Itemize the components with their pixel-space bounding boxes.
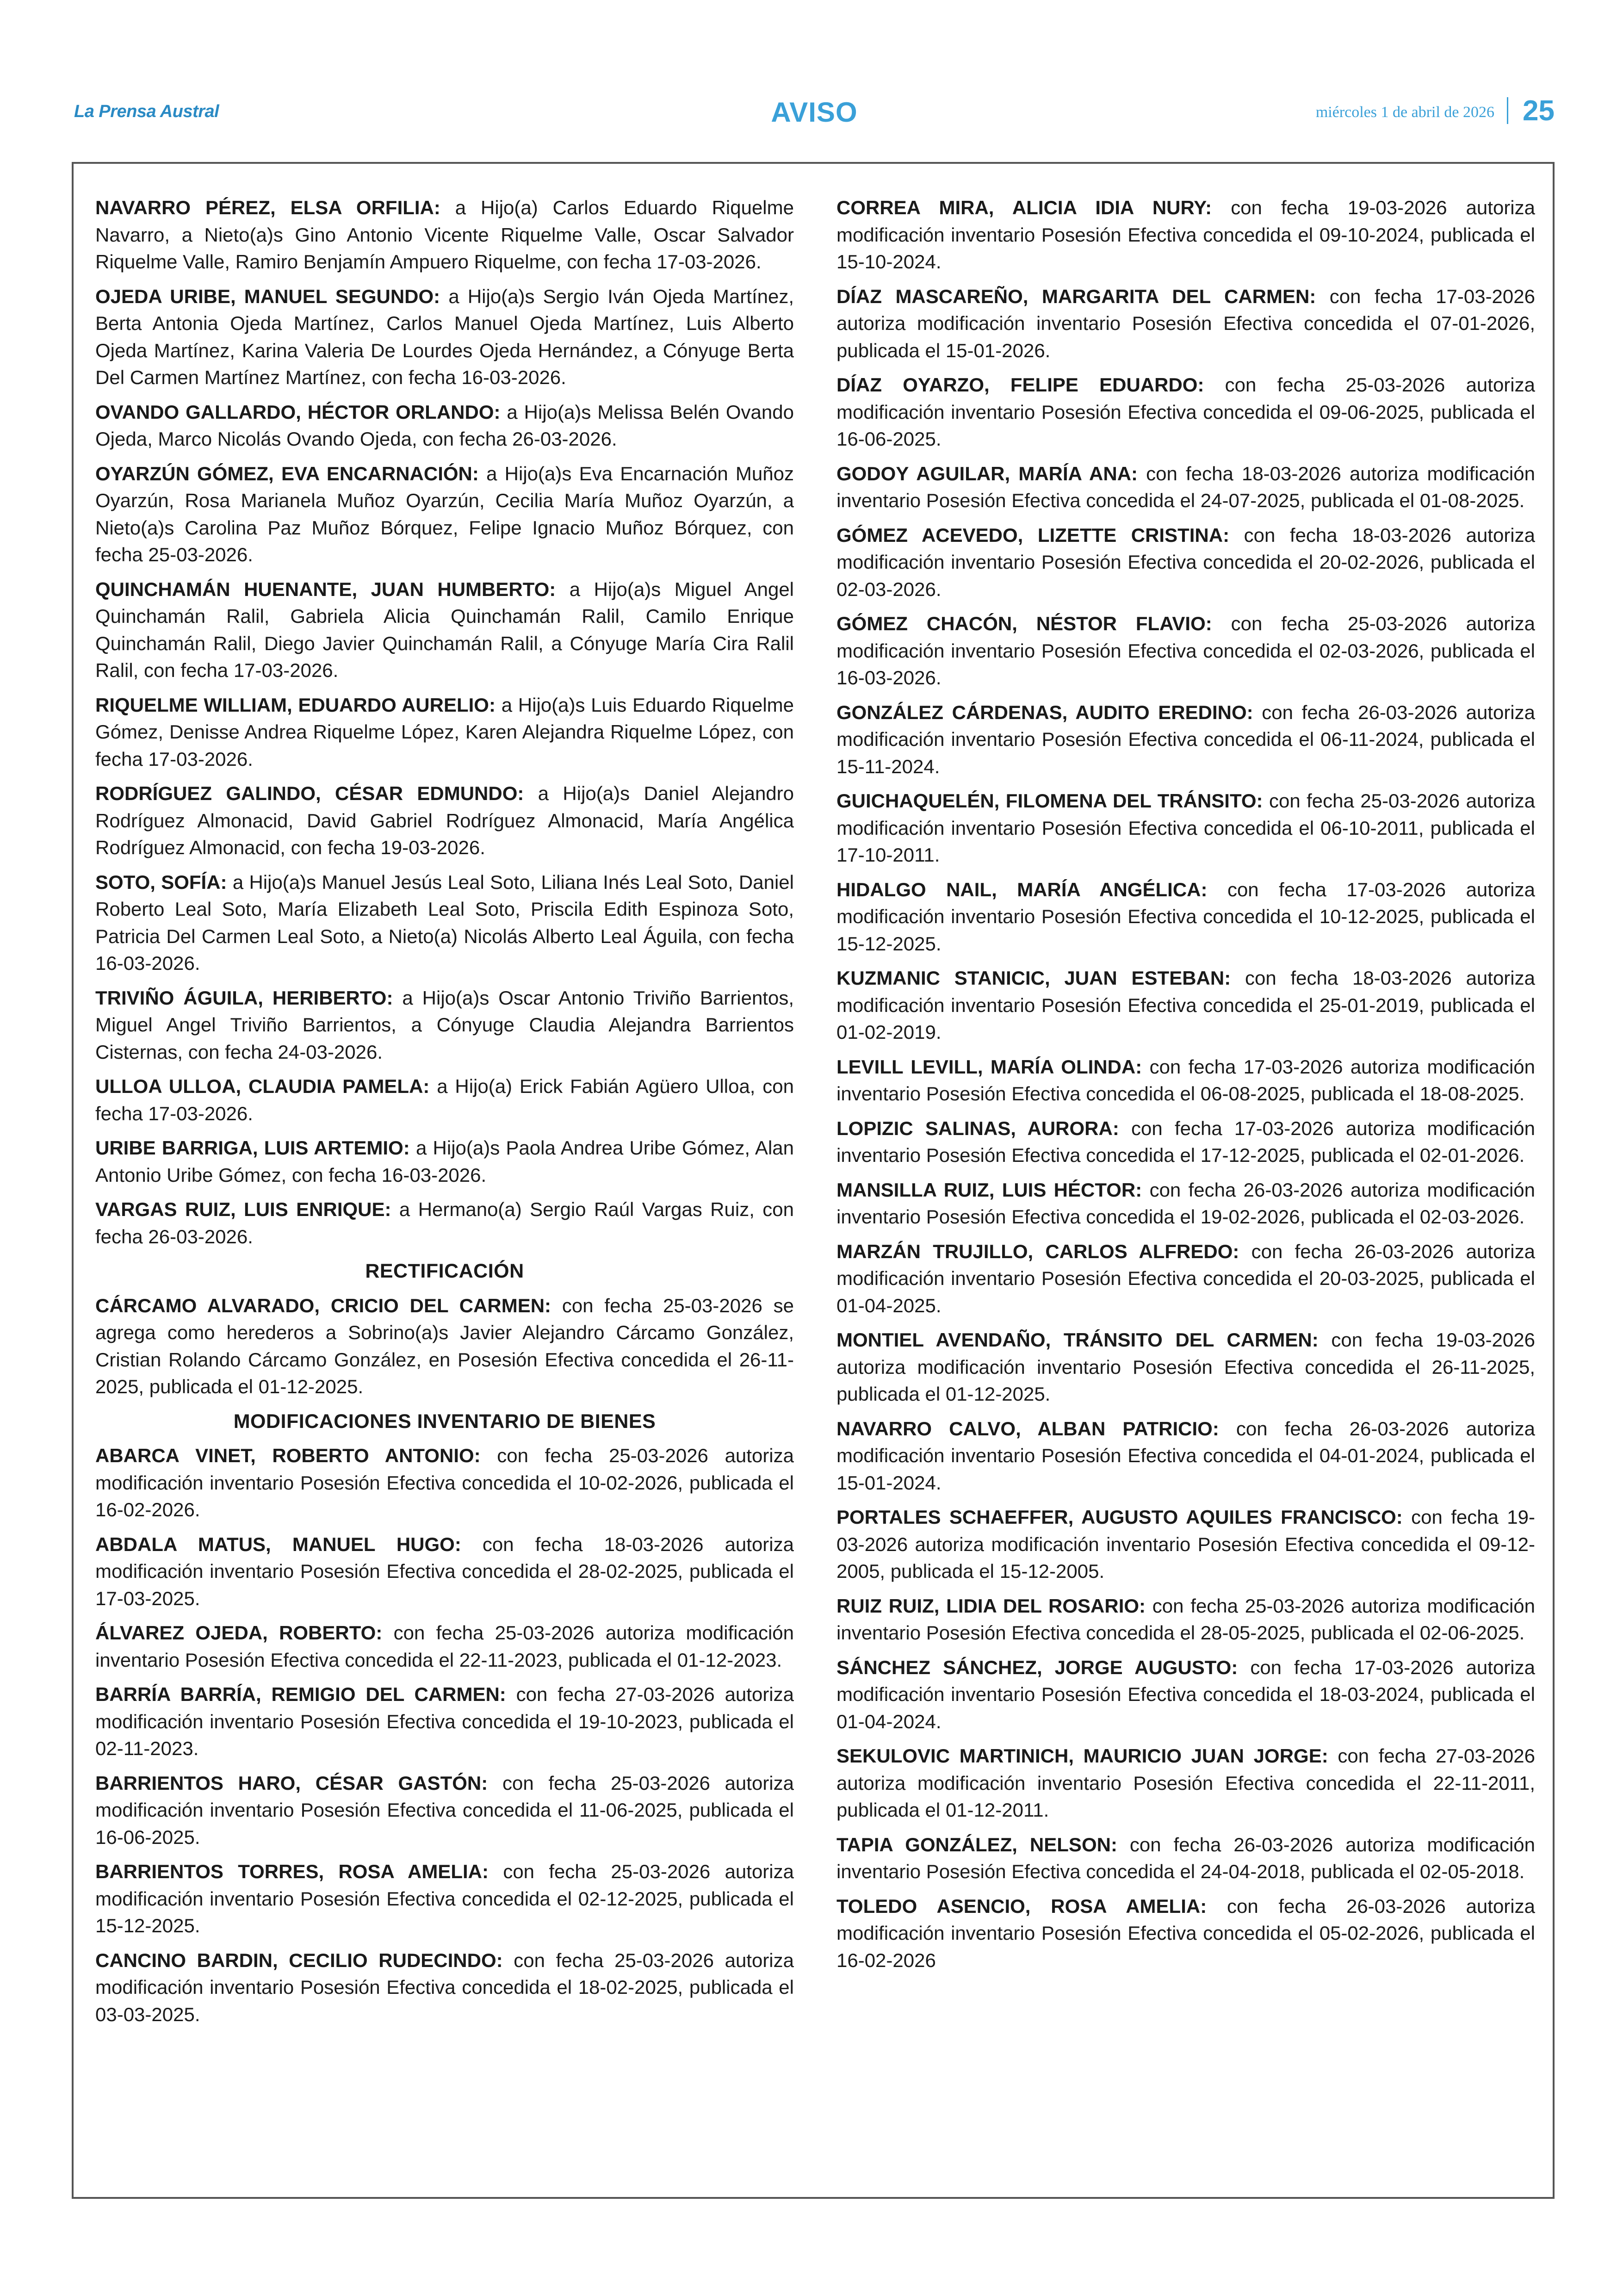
notice-entry — [95, 692, 794, 773]
notice-entry — [95, 1858, 794, 1940]
deceased-name: URIBE BARRIGA, LUIS ARTEMIO: — [95, 1137, 410, 1159]
deceased-name: CANCINO BARDIN, CECILIO RUDECINDO: — [95, 1949, 503, 1971]
deceased-name: OVANDO GALLARDO, HÉCTOR ORLANDO: — [95, 401, 501, 423]
notice-entry — [95, 399, 794, 453]
deceased-name: MANSILLA RUIZ, LUIS HÉCTOR: — [836, 1179, 1142, 1201]
notice-text: con fecha 26-03-2026 autoriza modificación inventario Posesión Efectiva concedida el 05-02-2026, publicada el 16-02-2026 — [836, 1895, 1535, 1971]
publication-date: miércoles 1 de abril de 2026 — [1315, 104, 1494, 121]
notice-text: con fecha 26-03-2026 autoriza modificación inventario Posesión Efectiva concedida el 04-01-2024, publicada el 15-01-2024. — [836, 1417, 1535, 1494]
notice-text: con fecha 25-03-2026 autoriza modificación inventario Posesión Efectiva concedida el 02-12-2025, publicada el 15-12-2025. — [95, 1861, 794, 1936]
notice-entry — [95, 869, 794, 977]
notice-entry — [95, 576, 794, 684]
notice-text: a Hijo(a)s Sergio Iván Ojeda Martínez, Berta Antonia Ojeda Martínez, Carlos Manuel Ojeda Martínez, Luis Alberto Ojeda Martínez, Karina Valeria De Lourdes Ojeda Hernández, a Cónyuge Berta Del Carmen Martínez Martínez, con fecha 16-03-2026. — [95, 285, 794, 388]
notice-entry — [836, 1177, 1535, 1231]
notice-entry — [95, 1135, 794, 1189]
notice-text: con fecha 27-03-2026 autoriza modificación inventario Posesión Efectiva concedida el 19-10-2023, publicada el 02-11-2023. — [95, 1683, 794, 1759]
deceased-name: GONZÁLEZ CÁRDENAS, AUDITO EREDINO: — [836, 701, 1253, 723]
deceased-name: KUZMANIC STANICIC, JUAN ESTEBAN: — [836, 967, 1231, 989]
notice-text: con fecha 25-03-2026 autoriza modificación inventario Posesión Efectiva concedida el 22-11-2023, publicada el 01-12-2023. — [95, 1622, 794, 1671]
deceased-name: GÓMEZ ACEVEDO, LIZETTE CRISTINA: — [836, 524, 1230, 546]
notice-text: con fecha 25-03-2026 autoriza modificación inventario Posesión Efectiva concedida el 06-10-2011, publicada el 17-10-2011. — [836, 790, 1535, 866]
notice-text: a Hijo(a)s Manuel Jesús Leal Soto, Liliana Inés Leal Soto, Daniel Roberto Leal Soto, María Elizabeth Leal Soto, Priscila Edith Espinoza Soto, Patricia Del Carmen Leal Soto, a Nieto(a) Nicolás Alberto Leal Águila, con fecha 16-03-2026. — [95, 871, 794, 974]
deceased-name: TRIVIÑO ÁGUILA, HERIBERTO: — [95, 987, 393, 1009]
notice-entry — [95, 1292, 794, 1401]
notice-text: con fecha 25-03-2026 autoriza modificación inventario Posesión Efectiva concedida el 02-03-2026, publicada el 16-03-2026. — [836, 613, 1535, 689]
notice-text: con fecha 18-03-2026 autoriza modificación inventario Posesión Efectiva concedida el 20-02-2026, publicada el 02-03-2026. — [836, 524, 1535, 600]
page-number: 25 — [1523, 95, 1555, 127]
notice-text: a Hijo(a)s Oscar Antonio Triviño Barrientos, Miguel Angel Triviño Barrientos, a Cónyuge Claudia Alejandra Barrientos Cisternas, con fecha 24-03-2026. — [95, 987, 794, 1063]
notice-entry — [95, 1620, 794, 1674]
notice-entry — [836, 1893, 1535, 1974]
left-column — [95, 194, 794, 2035]
deceased-name: SOTO, SOFÍA: — [95, 871, 227, 893]
notice-entry — [836, 194, 1535, 276]
notice-text: a Hermano(a) Sergio Raúl Vargas Ruiz, con fecha 26-03-2026. — [95, 1198, 794, 1247]
notice-entry — [836, 1504, 1535, 1585]
notice-text: con fecha 26-03-2026 autoriza modificación inventario Posesión Efectiva concedida el 19-02-2026, publicada el 02-03-2026. — [836, 1179, 1535, 1228]
deceased-name: SEKULOVIC MARTINICH, MAURICIO JUAN JORGE: — [836, 1745, 1328, 1767]
notice-entry — [836, 1743, 1535, 1824]
page-separator — [1507, 97, 1508, 124]
notice-text: con fecha 26-03-2026 autoriza modificación inventario Posesión Efectiva concedida el 06-11-2024, publicada el 15-11-2024. — [836, 701, 1535, 777]
notice-text: con fecha 17-03-2026 autoriza modificación inventario Posesión Efectiva concedida el 07-01-2026, publicada el 15-01-2026. — [836, 285, 1535, 361]
deceased-name: NAVARRO CALVO, ALBAN PATRICIO: — [836, 1417, 1219, 1440]
right-column — [836, 194, 1535, 1981]
notice-text: a Hijo(a) Carlos Eduardo Riquelme Navarro, a Nieto(a)s Gino Antonio Vicente Riquelme Valle, Oscar Salvador Riquelme Valle, Ramiro Benjamín Ampuero Riquelme, con fecha 17-03-2026. — [95, 197, 794, 273]
notice-text: con fecha 17-03-2026 autoriza modificación inventario Posesión Efectiva concedida el 17-12-2025, publicada el 02-01-2026. — [836, 1117, 1535, 1166]
deceased-name: CORREA MIRA, ALICIA IDIA NURY: — [836, 197, 1212, 218]
deceased-name: CÁRCAMO ALVARADO, CRICIO DEL CARMEN: — [95, 1294, 551, 1316]
notice-text: con fecha 19-03-2026 autoriza modificación inventario Posesión Efectiva concedida el 26-11-2025, publicada el 01-12-2025. — [836, 1329, 1535, 1405]
notice-text: a Hijo(a)s Luis Eduardo Riquelme Gómez, Denisse Andrea Riquelme López, Karen Alejandra Riquelme López, con fecha 17-03-2026. — [95, 694, 794, 770]
notice-text: con fecha 17-03-2026 autoriza modificación inventario Posesión Efectiva concedida el 10-12-2025, publicada el 15-12-2025. — [836, 878, 1535, 955]
notice-entry — [836, 965, 1535, 1046]
notice-entry — [95, 460, 794, 569]
deceased-name: OJEDA URIBE, MANUEL SEGUNDO: — [95, 285, 440, 307]
notice-entry — [836, 1831, 1535, 1886]
notice-entry — [95, 1531, 794, 1613]
notice-text: con fecha 19-03-2026 autoriza modificación inventario Posesión Efectiva concedida el 09-12-2005, publicada el 15-12-2005. — [836, 1506, 1536, 1582]
notice-entry — [95, 1770, 794, 1851]
notice-entry — [836, 522, 1535, 603]
deceased-name: TAPIA GONZÁLEZ, NELSON: — [836, 1833, 1117, 1855]
deceased-name: OYARZÚN GÓMEZ, EVA ENCARNACIÓN: — [95, 462, 479, 484]
notice-text: con fecha 17-03-2026 autoriza modificación inventario Posesión Efectiva concedida el 06-08-2025, publicada el 18-08-2025. — [836, 1055, 1535, 1105]
modificaciones-list-continued — [836, 194, 1535, 1974]
notice-text: con fecha 17-03-2026 autoriza modificación inventario Posesión Efectiva concedida el 18-03-2024, publicada el 01-04-2024. — [836, 1656, 1535, 1732]
deceased-name: GÓMEZ CHACÓN, NÉSTOR FLAVIO: — [836, 613, 1212, 634]
notice-entry — [836, 1654, 1535, 1736]
notice-entry — [95, 985, 794, 1066]
notice-entry — [836, 610, 1535, 692]
notice-text: a Hijo(a) Erick Fabián Agüero Ulloa, con fecha 17-03-2026. — [95, 1075, 794, 1124]
notice-text: con fecha 26-03-2026 autoriza modificación inventario Posesión Efectiva concedida el 20-03-2025, publicada el 01-04-2025. — [836, 1240, 1535, 1316]
deceased-name: RUIZ RUIZ, LIDIA DEL ROSARIO: — [836, 1595, 1146, 1617]
deceased-name: DÍAZ MASCAREÑO, MARGARITA DEL CARMEN: — [836, 285, 1316, 307]
notice-text: a Hijo(a)s Miguel Angel Quinchamán Ralil, Gabriela Alicia Quinchamán Ralil, Camilo Enrique Quinchamán Ralil, Diego Javier Quinchamán Ralil, a Cónyuge María Cira Ralil Ralil, con fecha 17-03-2026. — [95, 578, 794, 681]
rectificacion-list — [95, 1292, 794, 1401]
deceased-name: ABDALA MATUS, MANUEL HUGO: — [95, 1533, 461, 1555]
notice-entry — [836, 1115, 1535, 1169]
deceased-name: SÁNCHEZ SÁNCHEZ, JORGE AUGUSTO: — [836, 1656, 1238, 1678]
notice-text: con fecha 25-03-2026 autoriza modificación inventario Posesión Efectiva concedida el 18-02-2025, publicada el 03-03-2025. — [95, 1949, 794, 2025]
notice-text: con fecha 25-03-2026 autoriza modificación inventario Posesión Efectiva concedida el 09-06-2025, publicada el 16-06-2025. — [836, 374, 1535, 450]
notice-entry — [95, 1442, 794, 1524]
deceased-name: NAVARRO PÉREZ, ELSA ORFILIA: — [95, 197, 440, 218]
notice-entry — [836, 1327, 1535, 1408]
masthead — [74, 95, 1555, 128]
notice-text: con fecha 25-03-2026 autoriza modificación inventario Posesión Efectiva concedida el 28-05-2025, publicada el 02-06-2025. — [836, 1595, 1535, 1644]
notice-text: con fecha 25-03-2026 autoriza modificación inventario Posesión Efectiva concedida el 11-06-2025, publicada el 16-06-2025. — [95, 1772, 794, 1848]
notice-entry — [95, 780, 794, 862]
deceased-name: GODOY AGUILAR, MARÍA ANA: — [836, 462, 1138, 484]
deceased-name: DÍAZ OYARZO, FELIPE EDUARDO: — [836, 374, 1204, 396]
deceased-name: PORTALES SCHAEFFER, AUGUSTO AQUILES FRANCISCO: — [836, 1506, 1403, 1528]
deceased-name: ABARCA VINET, ROBERTO ANTONIO: — [95, 1445, 481, 1466]
notice-entry — [95, 194, 794, 276]
deceased-name: GUICHAQUELÉN, FILOMENA DEL TRÁNSITO: — [836, 790, 1263, 812]
notice-entry — [836, 1238, 1535, 1320]
modificaciones-list — [95, 1442, 794, 2028]
notice-text: a Hijo(a)s Melissa Belén Ovando Ojeda, Marco Nicolás Ovando Ojeda, con fecha 26-03-2026. — [95, 401, 794, 450]
notice-entry — [95, 1947, 794, 2029]
newspaper-name: La Prensa Austral — [74, 102, 219, 121]
deceased-name: QUINCHAMÁN HUENANTE, JUAN HUMBERTO: — [95, 578, 556, 600]
deceased-name: BARRÍA BARRÍA, REMIGIO DEL CARMEN: — [95, 1683, 506, 1705]
notice-entry — [836, 1054, 1535, 1108]
notice-text: con fecha 27-03-2026 autoriza modificación inventario Posesión Efectiva concedida el 22-11-2011, publicada el 01-12-2011. — [836, 1745, 1536, 1821]
section-title: AVISO — [771, 97, 858, 128]
deceased-name: VARGAS RUIZ, LUIS ENRIQUE: — [95, 1198, 391, 1220]
notice-text: a Hijo(a)s Daniel Alejandro Rodríguez Almonacid, David Gabriel Rodríguez Almonacid, María Angélica Rodríguez Almonacid, con fecha 19-03-2026. — [95, 782, 794, 858]
notice-text: a Hijo(a)s Eva Encarnación Muñoz Oyarzún, Rosa Marianela Muñoz Oyarzún, Cecilia María Muñoz Oyarzún, a Nieto(a)s Carolina Paz Muñoz Bórquez, Felipe Ignacio Muñoz Bórquez, con fecha 25-03-2026. — [95, 462, 794, 565]
deceased-name: LEVILL LEVILL, MARÍA OLINDA: — [836, 1055, 1142, 1078]
notice-text: con fecha 25-03-2026 autoriza modificación inventario Posesión Efectiva concedida el 10-02-2026, publicada el 16-02-2026. — [95, 1445, 794, 1520]
deceased-name: MONTIEL AVENDAÑO, TRÁNSITO DEL CARMEN: — [836, 1329, 1319, 1351]
deceased-name: LOPIZIC SALINAS, AURORA: — [836, 1117, 1119, 1139]
notice-entry — [836, 372, 1535, 453]
deceased-name: ÁLVAREZ OJEDA, ROBERTO: — [95, 1622, 383, 1644]
posesion-efectiva-list — [95, 194, 794, 1250]
notice-text: a Hijo(a)s Paola Andrea Uribe Gómez, Alan Antonio Uribe Gómez, con fecha 16-03-2026. — [95, 1137, 794, 1186]
notice-entry — [836, 460, 1535, 515]
notice-text: con fecha 26-03-2026 autoriza modificación inventario Posesión Efectiva concedida el 24-04-2018, publicada el 02-05-2018. — [836, 1833, 1535, 1882]
deceased-name: MARZÁN TRUJILLO, CARLOS ALFREDO: — [836, 1240, 1239, 1262]
notice-entry — [836, 876, 1535, 958]
deceased-name: BARRIENTOS TORRES, ROSA AMELIA: — [95, 1861, 489, 1882]
rectificacion-heading: RECTIFICACIÓN — [365, 1260, 524, 1282]
notice-text: con fecha 25-03-2026 se agrega como herederos a Sobrino(a)s Javier Alejandro Cárcamo González, Cristian Rolando Cárcamo González, en Posesión Efectiva concedida el 26-11-2025, publicada el 01-12-2025. — [95, 1294, 794, 1397]
deceased-name: HIDALGO NAIL, MARÍA ANGÉLICA: — [836, 878, 1208, 900]
deceased-name: BARRIENTOS HARO, CÉSAR GASTÓN: — [95, 1772, 488, 1794]
deceased-name: RIQUELME WILLIAM, EDUARDO AURELIO: — [95, 694, 496, 716]
notice-text: con fecha 18-03-2026 autoriza modificación inventario Posesión Efectiva concedida el 24-07-2025, publicada el 01-08-2025. — [836, 462, 1535, 511]
notice-text: con fecha 18-03-2026 autoriza modificación inventario Posesión Efectiva concedida el 28-02-2025, publicada el 17-03-2025. — [95, 1533, 794, 1609]
deceased-name: ULLOA ULLOA, CLAUDIA PAMELA: — [95, 1075, 430, 1097]
notice-entry — [836, 1415, 1535, 1497]
notice-entry — [95, 1073, 794, 1127]
notice-entry — [95, 1681, 794, 1762]
notice-text: con fecha 19-03-2026 autoriza modificación inventario Posesión Efectiva concedida el 09-10-2024, publicada el 15-10-2024. — [836, 197, 1535, 273]
notice-entry — [95, 283, 794, 391]
modificaciones-heading: MODIFICACIONES INVENTARIO DE BIENES — [233, 1410, 656, 1433]
notice-entry — [836, 788, 1535, 869]
deceased-name: RODRÍGUEZ GALINDO, CÉSAR EDMUNDO: — [95, 782, 524, 804]
notice-entry — [836, 283, 1535, 365]
notice-text: con fecha 18-03-2026 autoriza modificación inventario Posesión Efectiva concedida el 25-01-2019, publicada el 01-02-2019. — [836, 967, 1535, 1043]
deceased-name: TOLEDO ASENCIO, ROSA AMELIA: — [836, 1895, 1207, 1917]
notice-entry — [95, 1196, 794, 1250]
notice-entry — [836, 699, 1535, 781]
notice-entry — [836, 1593, 1535, 1647]
